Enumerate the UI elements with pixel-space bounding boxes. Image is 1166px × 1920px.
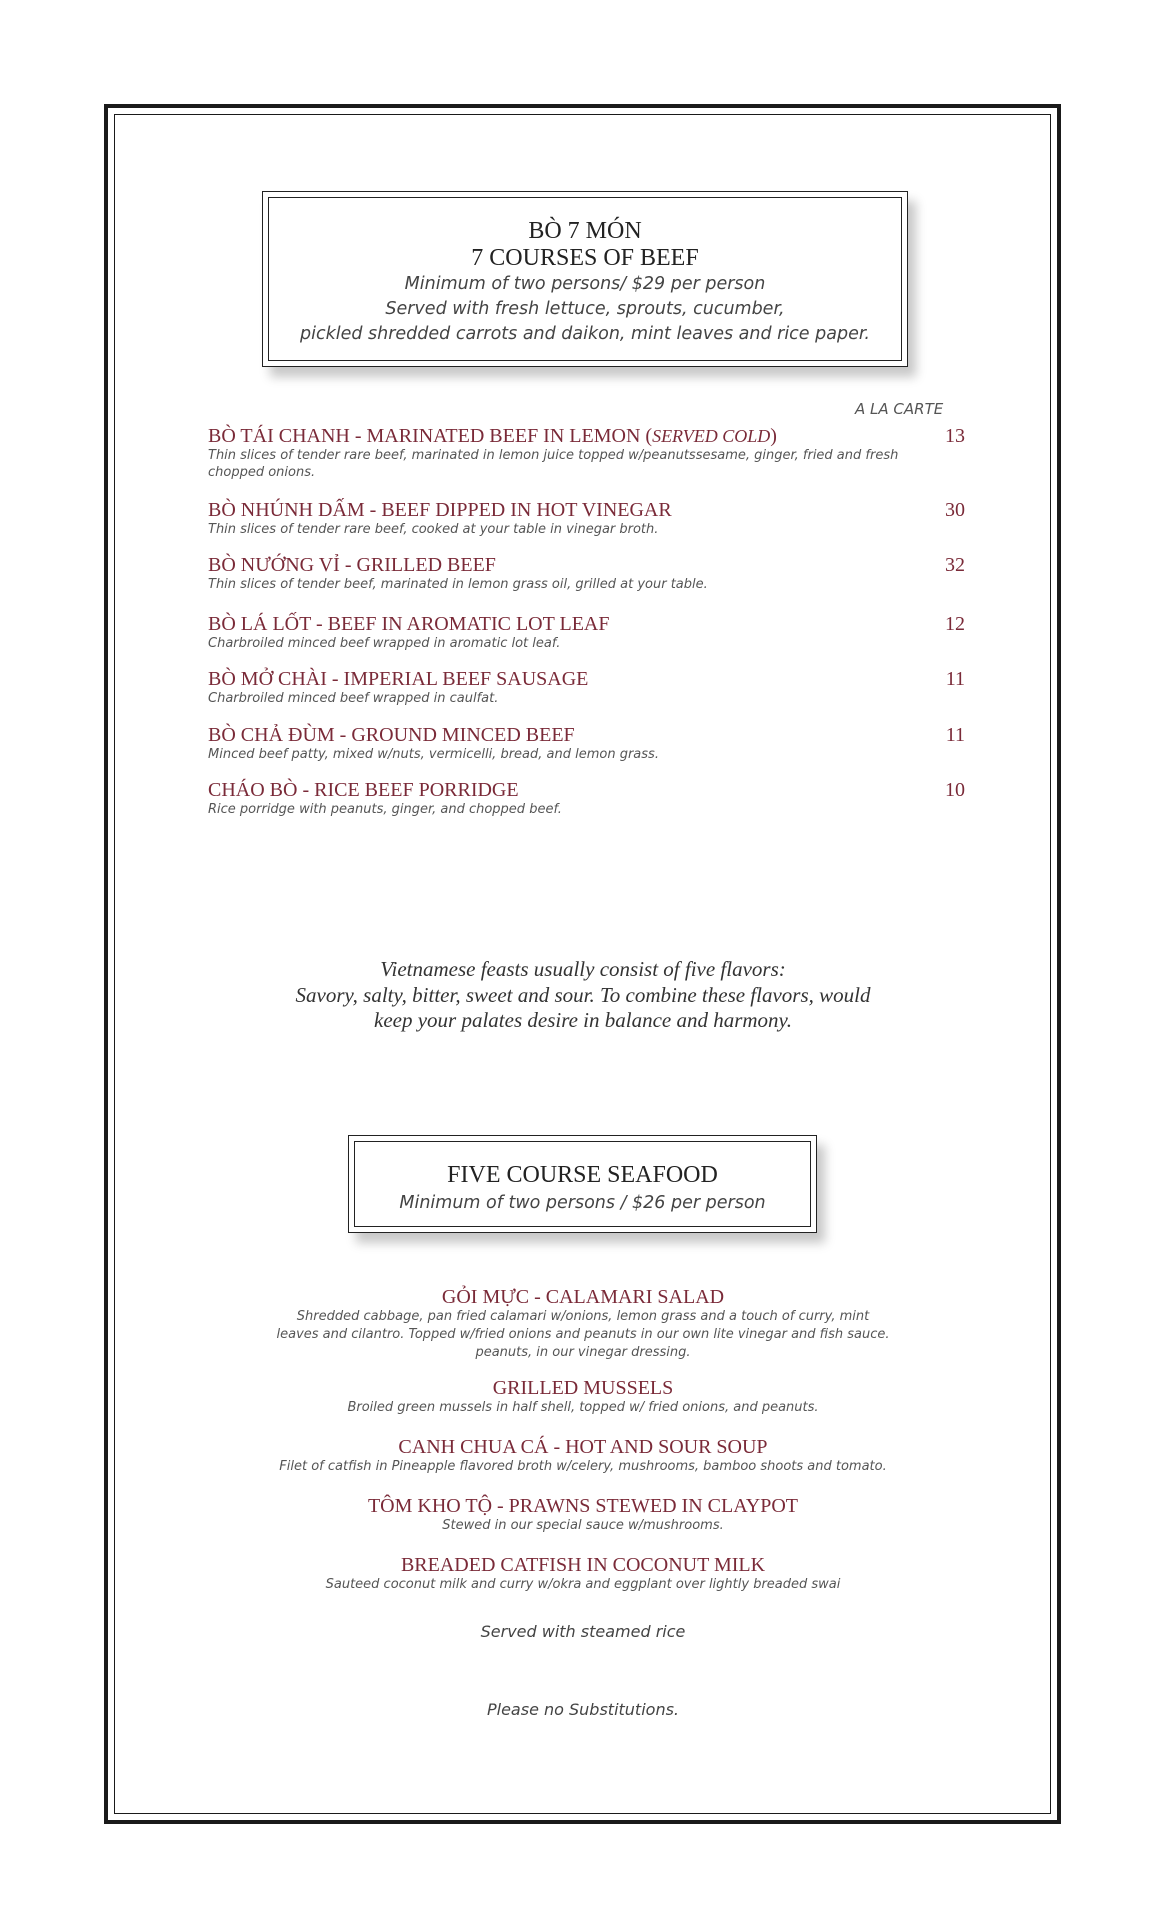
seafood-item-name: GRILLED MUSSELS bbox=[492, 1377, 674, 1399]
seafood-box-title: FIVE COURSE SEAFOOD bbox=[447, 1162, 718, 1188]
beef-item-name: BÒ NƯỚNG VỈ - GRILLED BEEF bbox=[208, 554, 496, 576]
beef-item-name: BÒ TÁI CHANH - MARINATED BEEF IN LEMON (SERVED COLD) bbox=[208, 425, 777, 447]
served-with-note: Served with steamed rice bbox=[480, 1622, 686, 1641]
beef-item bbox=[208, 724, 968, 763]
beef-box-subtitle: 7 COURSES OF BEEF bbox=[471, 245, 699, 271]
a-la-carte-label: A LA CARTE bbox=[855, 400, 944, 418]
beef-item-price: 11 bbox=[945, 724, 965, 746]
beef-item-price: 30 bbox=[945, 499, 965, 521]
served-cold-note: SERVED COLD bbox=[652, 426, 771, 446]
seafood-courses-box bbox=[348, 1135, 817, 1233]
seafood-item-desc: Sauteed coconut milk and curry w/okra and eggplant over lightly breaded swai bbox=[325, 1577, 841, 1592]
beef-item-desc: Thin slices of tender beef, marinated in lemon grass oil, grilled at your table. bbox=[208, 577, 708, 592]
beef-courses-box bbox=[262, 191, 908, 367]
seafood-item bbox=[230, 1554, 936, 1594]
beef-item bbox=[208, 554, 968, 593]
seafood-item-desc: Stewed in our special sauce w/mushrooms. bbox=[442, 1518, 724, 1533]
seafood-item bbox=[230, 1286, 936, 1362]
beef-box-line: Minimum of two persons/ $29 per person bbox=[404, 274, 766, 294]
seafood-item-name: GỎI MỰC - CALAMARI SALAD bbox=[441, 1286, 725, 1308]
no-substitutions-note: Please no Substitutions. bbox=[486, 1700, 679, 1719]
beef-item-price: 10 bbox=[945, 779, 965, 801]
beef-item-desc: Thin slices of tender rare beef, cooked at your table in vinegar broth. bbox=[208, 522, 659, 537]
beef-item-name: BÒ LÁ LỐT - BEEF IN AROMATIC LOT LEAF bbox=[208, 613, 610, 635]
beef-item bbox=[208, 613, 968, 652]
seafood-item bbox=[230, 1436, 936, 1476]
beef-item-desc: Charbroiled minced beef wrapped in caulfat. bbox=[208, 691, 499, 706]
quote-line: keep your palates desire in balance and harmony. bbox=[374, 1008, 792, 1032]
beef-item-price: 12 bbox=[945, 613, 965, 635]
beef-item-price: 32 bbox=[945, 554, 965, 576]
seafood-item bbox=[230, 1377, 936, 1417]
seafood-item-desc: Filet of catfish in Pineapple flavored broth w/celery, mushrooms, bamboo shoots and tomato. bbox=[279, 1459, 887, 1474]
beef-item-desc: Minced beef patty, mixed w/nuts, vermicelli, bread, and lemon grass. bbox=[208, 747, 659, 762]
seafood-item-desc: peanuts, in our vinegar dressing. bbox=[475, 1345, 691, 1360]
beef-item bbox=[208, 668, 968, 707]
beef-item-name: BÒ NHÚNH DẤM - BEEF DIPPED IN HOT VINEGAR bbox=[208, 499, 672, 521]
beef-item-name: BÒ MỞ CHÀI - IMPERIAL BEEF SAUSAGE bbox=[208, 668, 589, 690]
seafood-item-desc: Broiled green mussels in half shell, topped w/ fried onions, and peanuts. bbox=[347, 1400, 819, 1415]
beef-item-desc: Thin slices of tender rare beef, marinated in lemon juice topped w/peanutssesame, ginger, fried and fresh chopped onions. bbox=[208, 448, 899, 480]
seafood-item-desc: Shredded cabbage, pan fried calamari w/onions, lemon grass and a touch of curry, mint bbox=[296, 1309, 870, 1324]
beef-item-price: 13 bbox=[945, 425, 965, 447]
seafood-item-name: CANH CHUA CÁ - HOT AND SOUR SOUP bbox=[398, 1436, 768, 1458]
seafood-item-name: BREADED CATFISH IN COCONUT MILK bbox=[400, 1554, 766, 1576]
beef-item-desc: Rice porridge with peanuts, ginger, and chopped beef. bbox=[208, 802, 562, 817]
beef-box-title: BÒ 7 MÓN bbox=[528, 218, 642, 244]
seafood-item-desc: leaves and cilantro. Topped w/fried onions and peanuts in our own lite vinegar and fish sauce. bbox=[276, 1327, 890, 1342]
seafood-item-name: TÔM KHO TỘ - PRAWNS STEWED IN CLAYPOT bbox=[367, 1495, 799, 1517]
seafood-item bbox=[230, 1495, 936, 1535]
beef-box-line: Served with fresh lettuce, sprouts, cucumber, bbox=[385, 299, 785, 319]
beef-box-line: pickled shredded carrots and daikon, mint leaves and rice paper. bbox=[299, 324, 870, 344]
beef-item-name: BÒ CHẢ ĐÙM - GROUND MINCED BEEF bbox=[208, 724, 575, 746]
quote-line: Vietnamese feasts usually consist of five flavors: bbox=[380, 957, 786, 981]
beef-item-price: 11 bbox=[945, 668, 965, 690]
beef-item-desc: Charbroiled minced beef wrapped in aromatic lot leaf. bbox=[208, 636, 561, 651]
beef-item bbox=[208, 779, 968, 818]
five-flavors-quote bbox=[200, 957, 966, 1034]
beef-item-name: CHÁO BÒ - RICE BEEF PORRIDGE bbox=[208, 779, 519, 801]
quote-line: Savory, salty, bitter, sweet and sour. To combine these flavors, would bbox=[295, 982, 871, 1007]
beef-item bbox=[208, 425, 968, 481]
beef-item bbox=[208, 499, 968, 538]
seafood-box-subtitle: Minimum of two persons / $26 per person bbox=[399, 1193, 766, 1213]
